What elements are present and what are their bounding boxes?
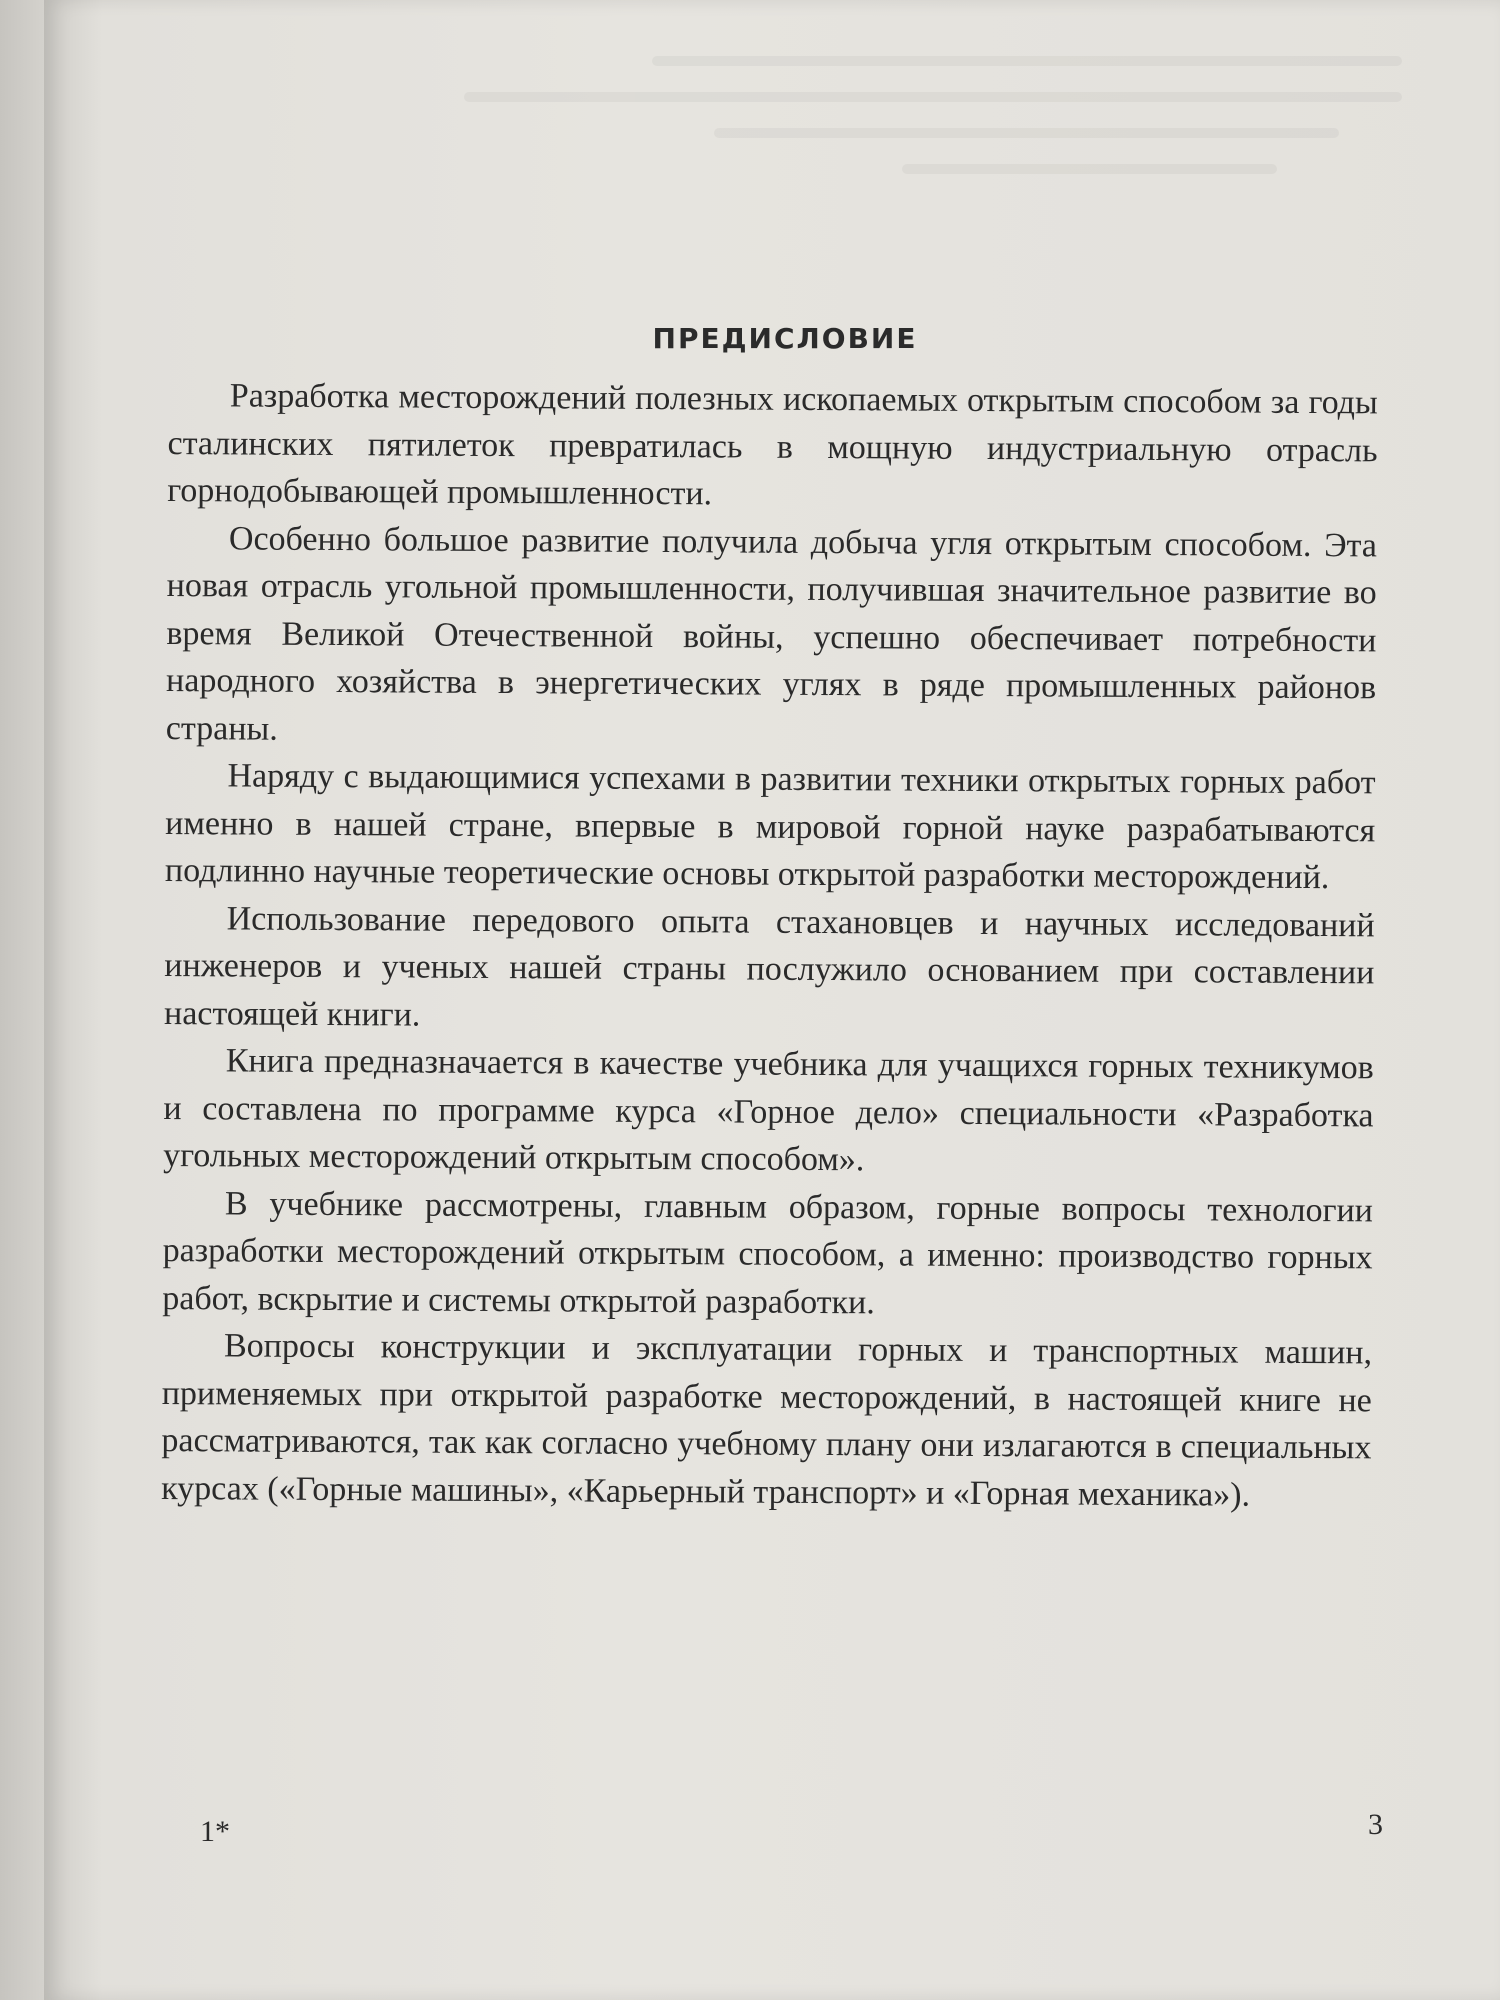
- paragraph-2: Особенно большое развитие получила добыча угля открытым способом. Эта новая отрасль угольной промышленности, получившая значительное развитие во время Великой Отечественной войны, успешно обеспечивает потребности народного хозяйства в энергетических углях в ряде промышленных районов страны.: [165, 519, 1378, 748]
- paragraph-3: Наряду с выдающимися успехами в развитии техники открытых горных работ именно в нашей стране, впервые в мировой горной науке разрабатываются подлинно научные теоретические основы открытой разработки месторождений.: [164, 757, 1376, 897]
- paragraph-6: В учебнике рассмотрены, главным образом, горные вопросы технологии разработки месторождений открытым способом, а именно: производство горных работ, вскрытие и системы открытой разработки.: [162, 1184, 1374, 1321]
- show-through-text: [214, 30, 1464, 280]
- paragraph-1: Разработка месторождений полезных ископаемых открытым способом за годы сталинских пятилеток превратилась в мощную индустриальную отрасль горнодобывающей промышленности.: [167, 377, 1378, 513]
- body-text: [161, 372, 1378, 1519]
- signature-mark: 1*: [200, 1815, 230, 1848]
- paragraph-7: Вопросы конструкции и эксплуатации горных и транспортных машин, применяемых при открытой разработке месторождений, в настоящей книге не рассматриваются, так как согласно учебному плану они излагаются в специальных курсах («Горные машины», «Карьерный транспорт» и «Горная механика»).: [161, 1327, 1373, 1514]
- page-number: 3: [1368, 1808, 1383, 1841]
- paragraph-5: Книга предназначается в качестве учебника для учащихся горных техникумов и составлена по программе курса «Горное дело» специальности «Разработка угольных месторождений открытым способом».: [163, 1042, 1374, 1179]
- page-heading: ПРЕДИСЛОВИЕ: [652, 322, 918, 355]
- paragraph-4: Использование передового опыта стахановцев и научных исследований инженеров и ученых нашей страны послужило основанием при составлении настоящей книги.: [163, 899, 1375, 1034]
- book-gutter: [0, 0, 44, 2000]
